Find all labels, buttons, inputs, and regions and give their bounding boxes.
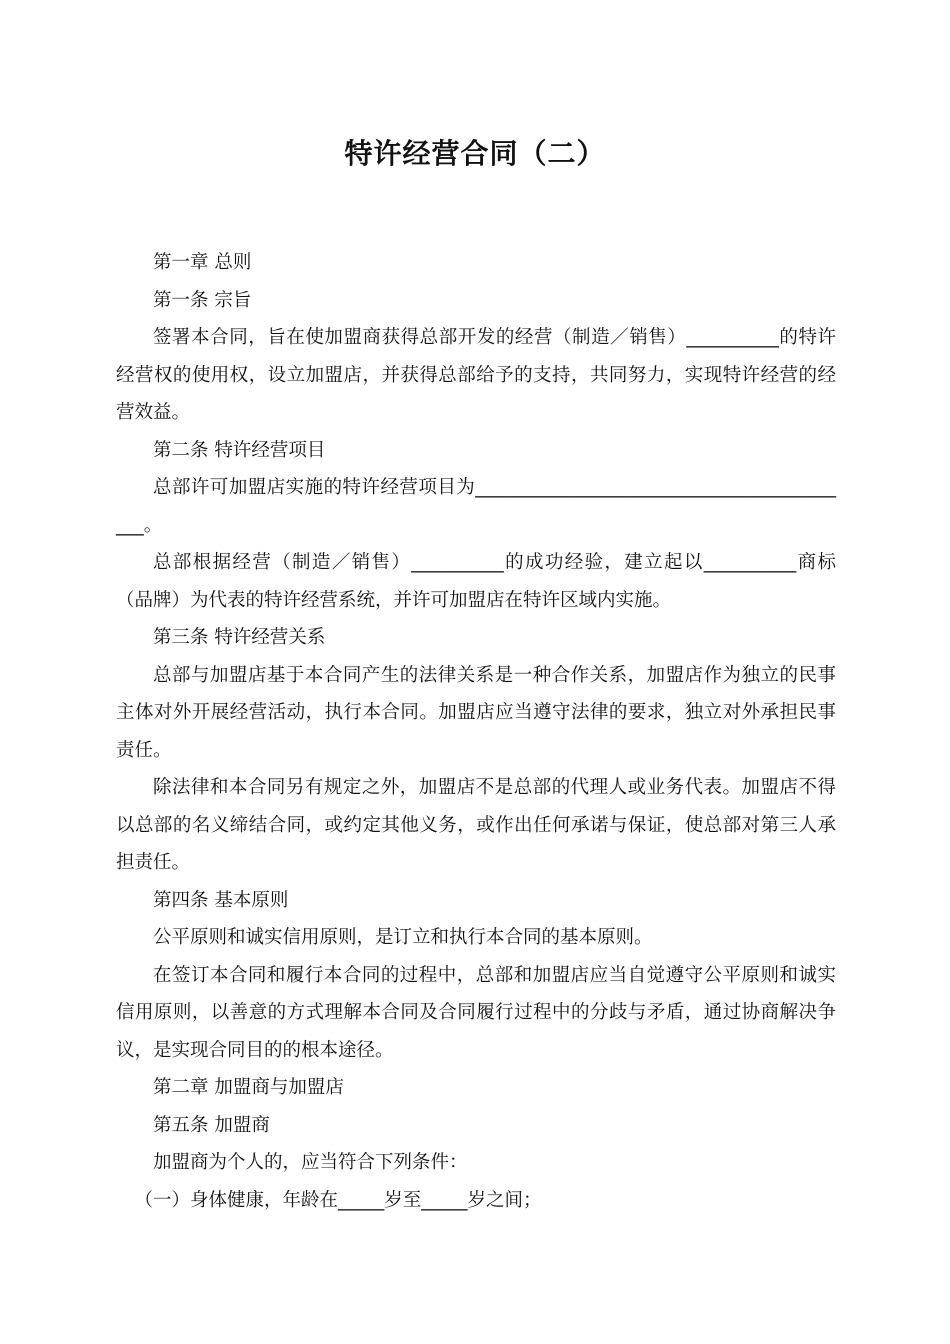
paragraph: 除法律和本合同另有规定之外，加盟店不是总部的代理人或业务代表。加盟店不得以总部的名义缔结合同，或约定其他义务，或作出任何承诺与保证，使总部对第三人承担责任。 [116,777,836,873]
chapter-heading: 第二章 加盟商与加盟店 [153,1077,344,1098]
document-body [116,244,836,1219]
document-title: 特许经营合同（二） [344,137,606,170]
article-heading: 第三条 特许经营关系 [153,627,326,648]
paragraph: 签署本合同，旨在使加盟商获得总部开发的经营（制造／销售）__________的特许经营权的使用权，设立加盟店，并获得总部给予的支持，共同努力，实现特许经营的经营效益。 [116,327,836,423]
paragraph: 总部许可加盟店实施的特许经营项目为__________________________________________。 [116,477,836,536]
article-heading: 第二条 特许经营项目 [153,439,326,461]
list-item: （一）身体健康，年龄在_____岁至_____岁之间； [134,1189,542,1211]
paragraph: 总部与加盟店基于本合同产生的法律关系是一种合作关系，加盟店作为独立的民事主体对外开展经营活动，执行本合同。加盟店应当遵守法律的要求，独立对外承担民事责任。 [116,664,836,761]
chapter-heading: 第一章 总则 [153,252,252,273]
article-heading: 第四条 基本原则 [153,889,289,911]
article-heading: 第五条 加盟商 [153,1114,270,1136]
paragraph: 加盟商为个人的，应当符合下列条件： [153,1152,468,1173]
paragraph: 在签订本合同和履行本合同的过程中，总部和加盟店应当自觉遵守公平原则和诚实信用原则，以善意的方式理解本合同及合同履行过程中的分歧与矛盾，通过协商解决争议，是实现合同目的的根本途径。 [116,964,836,1061]
paragraph: 公平原则和诚实信用原则，是订立和执行本合同的基本原则。 [153,927,653,948]
paragraph: 总部根据经营（制造／销售）__________的成功经验，建立起以__________商标（品牌）为代表的特许经营系统，并许可加盟店在特许区域内实施。 [116,552,836,611]
article-heading: 第一条 宗旨 [153,289,252,311]
